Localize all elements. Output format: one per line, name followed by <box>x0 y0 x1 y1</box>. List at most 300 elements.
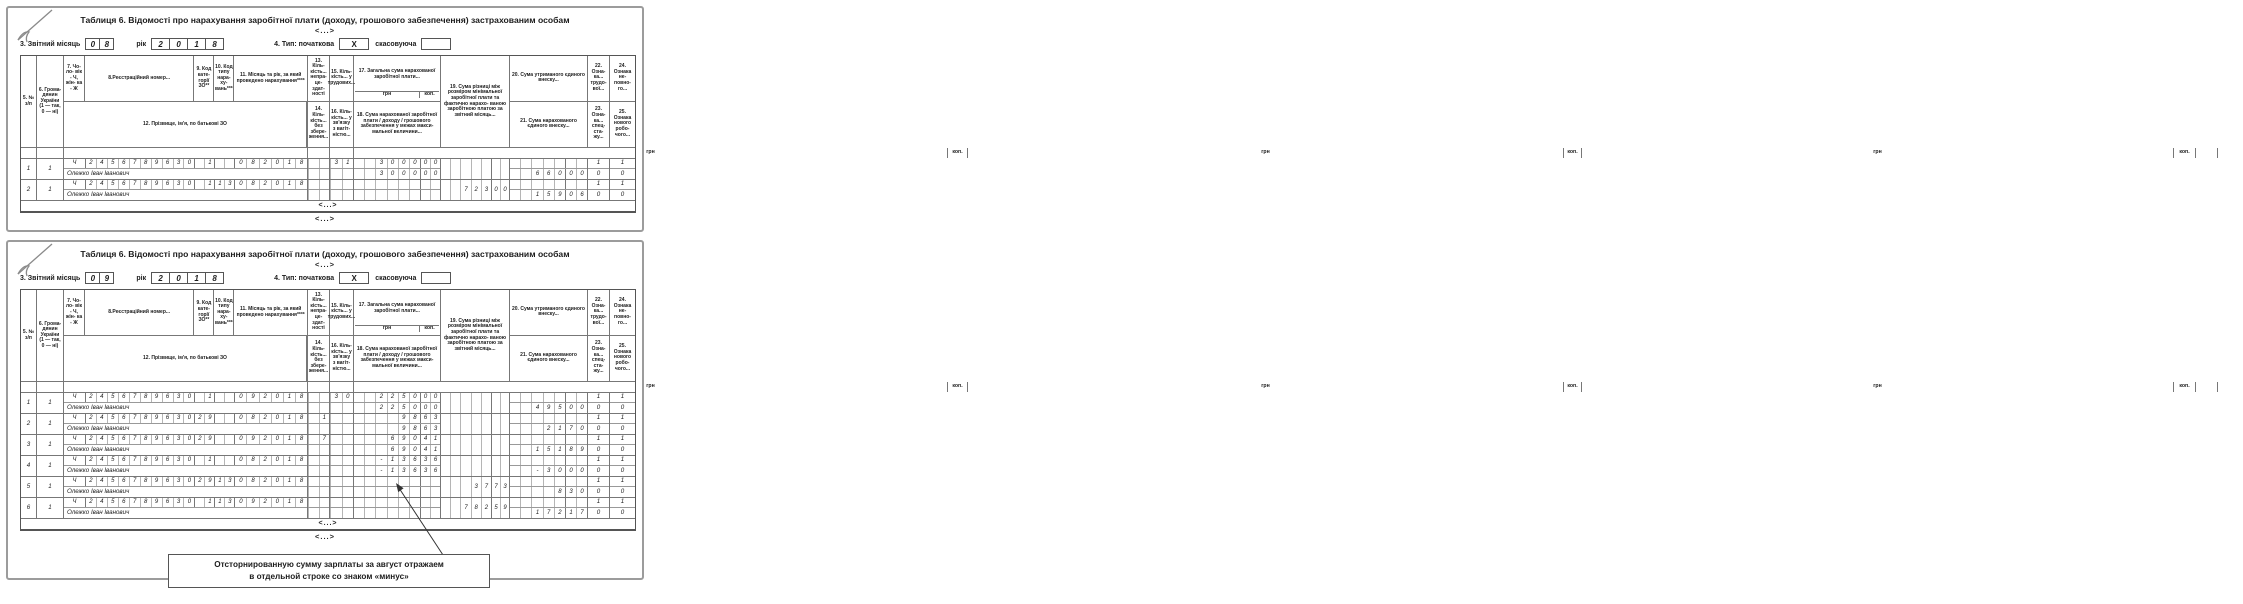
digit-box <box>543 159 554 168</box>
digit-box: 0 <box>409 445 420 455</box>
days-13 <box>308 180 329 190</box>
digit-box <box>354 414 364 423</box>
digit-box: 2 <box>89 394 93 401</box>
digit-box <box>460 456 470 476</box>
digit-box <box>319 477 330 486</box>
kop-boxes <box>420 393 440 402</box>
person-cell <box>64 456 308 476</box>
digit-box <box>387 180 398 189</box>
header-col-24: 24. Ознака не- повно- го... <box>610 56 635 102</box>
amount-20 <box>510 456 587 465</box>
amount-17 <box>354 456 440 465</box>
digit-box <box>330 445 342 455</box>
codes-subrow <box>64 498 307 508</box>
digit-box <box>460 414 470 434</box>
flag-23: 0 <box>596 445 601 453</box>
kop-boxes <box>420 445 440 455</box>
digit-box <box>195 498 204 507</box>
digit-box <box>319 393 330 402</box>
kop-label: коп. <box>1563 382 1581 392</box>
digit-box <box>520 403 531 413</box>
category-code-boxes <box>194 498 214 507</box>
digit-box: 7 <box>319 435 330 444</box>
digit-box: 1 <box>387 466 398 476</box>
digit-box <box>319 169 330 179</box>
header-cols-20-21 <box>510 56 588 147</box>
flag-cols-22-23 <box>588 159 610 179</box>
person-cell <box>64 477 308 497</box>
digit-box: 0 <box>239 436 243 443</box>
digit-box: 0 <box>183 159 194 168</box>
digit-box <box>510 445 520 455</box>
digit-box: 7 <box>576 508 587 518</box>
grn-boxes <box>354 435 420 444</box>
digit-box: 3 <box>173 180 184 189</box>
amount-cols-20-21 <box>510 477 588 497</box>
digit-box: 7 <box>129 456 140 465</box>
digit-box: 0 <box>183 456 194 465</box>
digit-box <box>531 414 542 423</box>
digit-box: Ч <box>72 415 77 422</box>
person-cell <box>64 159 308 179</box>
digit-box <box>308 498 319 507</box>
digit-box <box>375 414 386 423</box>
currency-units-row <box>21 148 2190 159</box>
digit-box <box>441 180 450 200</box>
digit-box: 1 <box>283 498 295 507</box>
header-col-20: 20. Сума утриманого єдиного внеску... <box>510 56 587 102</box>
flag-cols-22-23 <box>588 498 610 518</box>
flag-cols-24-25 <box>610 435 635 455</box>
digit-box: 9 <box>151 456 162 465</box>
digit-box: 8 <box>471 498 481 518</box>
days-cols-13-14 <box>308 435 330 455</box>
report-form-september <box>6 240 2190 580</box>
digit-box: 1 <box>204 393 214 402</box>
year-value <box>152 38 224 50</box>
amount-cols-17-18 <box>354 477 441 497</box>
grn-label: грн <box>1873 149 1882 156</box>
digit-box <box>354 487 364 497</box>
table-row <box>21 456 635 477</box>
ellipsis-marker: <...> <box>314 532 335 541</box>
days-cols-13-14 <box>308 414 330 434</box>
year-value <box>152 272 224 284</box>
digit-box: 3 <box>173 498 184 507</box>
digit-box <box>354 180 364 189</box>
amount-col-19 <box>441 180 510 200</box>
digit-box: 0 <box>430 393 440 402</box>
year-label: рік <box>136 274 147 282</box>
grn-boxes <box>510 393 565 402</box>
digit-box: 6 <box>531 169 542 179</box>
codes-subrow <box>64 180 307 190</box>
digit-box: 5 <box>107 456 118 465</box>
amount-cols-17-18 <box>354 498 441 518</box>
grn-boxes <box>354 190 420 200</box>
days-cols-15-16 <box>330 477 354 497</box>
digit-box <box>364 393 375 402</box>
grn-boxes <box>510 466 565 476</box>
digit-box <box>195 393 204 402</box>
digit-box: 0 <box>423 160 428 167</box>
person-name: Олежко Іван Іванович <box>67 169 130 177</box>
type-cancel-label: скасовуюча <box>375 40 417 48</box>
table-header <box>21 290 635 382</box>
digit-box: 5 <box>398 403 409 413</box>
days-cols-15-16 <box>330 180 354 200</box>
digit-box: 1 <box>319 414 330 423</box>
digit-box <box>398 487 409 497</box>
flag-25: 0 <box>620 445 625 453</box>
days-16 <box>330 466 353 476</box>
digit-box <box>430 508 440 518</box>
table-rows <box>21 159 635 201</box>
days-13 <box>308 456 329 466</box>
flag-23: 0 <box>596 403 601 411</box>
amount-17 <box>354 498 440 507</box>
digit-box: 2 <box>89 160 93 167</box>
row-number: 6 <box>21 498 37 518</box>
digit-box <box>520 393 531 402</box>
digit-box: 9 <box>151 393 162 402</box>
digit-box <box>195 456 204 465</box>
digit-box: 8 <box>295 498 307 507</box>
days-15 <box>330 393 353 403</box>
digit-box <box>409 180 420 189</box>
digit-box <box>510 487 520 497</box>
digit-box: 6 <box>543 169 554 179</box>
accrual-month-boxes <box>234 393 307 402</box>
digit-box <box>421 498 430 507</box>
flag-24: 1 <box>610 435 635 445</box>
grn-boxes <box>354 466 420 476</box>
table-header <box>21 56 635 148</box>
digit-box <box>319 424 330 434</box>
kop-boxes <box>491 414 509 434</box>
amount-21 <box>510 169 587 179</box>
ellipsis-marker: <...> <box>314 260 335 269</box>
digit-box: 8 <box>140 477 151 486</box>
flag-cols-22-23 <box>588 477 610 497</box>
digit-box: 3 <box>375 159 386 168</box>
digit-box: 3 <box>398 466 409 476</box>
digit-box <box>224 435 234 444</box>
digit-box: 4 <box>96 456 107 465</box>
digit-box <box>387 477 398 486</box>
annotation-line2: в отдельной строке со знаком «минус» <box>249 572 409 581</box>
digit-box <box>308 424 319 434</box>
header-col-18: 18. Сума нарахованої заробітної плати / доходу / грошового забезпечення у межах макси- мальної величини... <box>356 346 438 369</box>
digit-box: 1 <box>187 38 206 50</box>
payroll-table <box>20 55 2190 213</box>
digit-box <box>319 445 330 455</box>
digit-box: Ч <box>72 499 77 506</box>
days-13 <box>308 477 329 487</box>
digit-box <box>554 414 565 423</box>
kop-boxes <box>491 180 509 200</box>
digit-box <box>576 456 587 465</box>
flag-22: 1 <box>588 393 609 403</box>
digit-box <box>510 435 520 444</box>
header-col-20: 20. Сума утриманого єдиного внеску... <box>510 290 587 336</box>
days-14 <box>308 487 329 497</box>
digit-box <box>364 498 375 507</box>
digit-box: 8 <box>295 435 307 444</box>
flag-24: 1 <box>610 393 635 403</box>
kop-boxes <box>565 180 587 189</box>
header-col-16: 16. Кіль- кість... у зв'язку з вагіт- ністю... <box>331 109 352 138</box>
digit-box <box>481 435 491 455</box>
digit-box <box>492 414 500 434</box>
digit-box: 1 <box>218 181 222 188</box>
digit-box: 7 <box>129 477 140 486</box>
digit-box: 0 <box>576 487 587 497</box>
days-15 <box>330 435 353 445</box>
grn-label: грн <box>646 383 655 390</box>
flag-23: 0 <box>596 424 601 432</box>
digit-box: 6 <box>162 435 173 444</box>
digit-box <box>330 487 342 497</box>
digit-box <box>471 393 481 413</box>
digit-box: 6 <box>118 414 129 423</box>
annotation-note <box>168 554 490 588</box>
kop-boxes <box>565 466 587 476</box>
digit-box <box>354 169 364 179</box>
digit-box: 9 <box>99 272 114 284</box>
digit-box: 5 <box>107 414 118 423</box>
row-number: 3 <box>21 435 37 455</box>
amount-21 <box>510 445 587 455</box>
category-code-boxes <box>194 159 214 168</box>
digit-box <box>364 477 375 486</box>
digit-box: 0 <box>409 403 420 413</box>
digit-box <box>364 403 375 413</box>
header-col-21: 21. Сума нарахованого єдиного внеску... <box>520 117 577 130</box>
digit-box <box>319 466 330 476</box>
digit-box <box>364 180 375 189</box>
digit-box <box>430 487 440 497</box>
digit-box <box>430 190 440 200</box>
digit-box: 0 <box>183 414 194 423</box>
flag-24: 1 <box>610 180 635 190</box>
digit-box: 9 <box>151 477 162 486</box>
digit-box <box>387 498 398 507</box>
digit-box: Ч <box>72 457 77 464</box>
person-cell <box>64 414 308 434</box>
digit-box <box>421 38 451 50</box>
digit-box <box>566 414 576 423</box>
kop-boxes <box>565 435 587 444</box>
digit-box: 3 <box>173 477 184 486</box>
digit-box <box>354 435 364 444</box>
digit-box: 8 <box>140 456 151 465</box>
digit-box: 8 <box>554 487 565 497</box>
amount-17 <box>354 180 440 189</box>
flag-cols-24-25 <box>610 393 635 413</box>
digit-box <box>364 414 375 423</box>
digit-box: 8 <box>140 393 151 402</box>
digit-box: 0 <box>239 160 243 167</box>
digit-box: 3 <box>423 457 428 464</box>
days-14 <box>308 424 329 434</box>
amount-19 <box>441 393 509 413</box>
amount-cols-20-21 <box>510 498 588 518</box>
amount-21 <box>510 190 587 200</box>
digit-box <box>354 403 364 413</box>
digit-box <box>215 414 224 423</box>
digit-box: 6 <box>162 498 173 507</box>
digit-box <box>364 424 375 434</box>
kop-boxes <box>491 456 509 476</box>
header-col-17 <box>354 290 440 336</box>
digit-box <box>375 508 386 518</box>
table-ellipsis-row: <...> <box>21 201 635 212</box>
amount-cols-17-18 <box>354 180 441 200</box>
amount-cols-17-18 <box>354 159 441 179</box>
registration-number-boxes <box>85 498 195 507</box>
digit-box: 7 <box>460 498 470 518</box>
grn-boxes <box>510 435 565 444</box>
grn-boxes <box>354 414 420 423</box>
amount-cols-17-18 <box>354 456 441 476</box>
digit-box <box>224 414 234 423</box>
accrual-month-boxes <box>234 477 307 486</box>
amount-20 <box>510 414 587 423</box>
kop-label: коп. <box>2173 148 2195 158</box>
days-cols-15-16 <box>330 456 354 476</box>
digit-box: 6 <box>118 393 129 402</box>
category-code-boxes <box>194 477 214 486</box>
accrual-month-boxes <box>234 180 307 189</box>
digit-box: 7 <box>494 483 498 490</box>
amount-col-19 <box>441 159 510 179</box>
digit-box <box>450 435 460 455</box>
digit-box: 5 <box>107 180 118 189</box>
digit-box <box>308 403 319 413</box>
days-cols-13-14 <box>308 180 330 200</box>
kop-boxes <box>565 477 587 486</box>
grn-boxes <box>354 445 420 455</box>
digit-box <box>398 508 409 518</box>
digit-box <box>354 159 364 168</box>
digit-box: 2 <box>259 159 271 168</box>
amount-cols-20-21 <box>510 393 588 413</box>
digit-box <box>510 403 520 413</box>
table-ellipsis-row: <...> <box>21 519 635 530</box>
header-cols-13-14 <box>308 56 330 147</box>
digit-box <box>354 393 364 402</box>
flag-25: 0 <box>620 190 625 198</box>
digit-box: 9 <box>151 180 162 189</box>
digit-box: 8 <box>140 414 151 423</box>
days-15 <box>330 477 353 487</box>
header-col-8: 8.Реєстраційний номер... <box>85 290 195 335</box>
digit-box <box>471 159 481 179</box>
digit-box <box>510 424 520 434</box>
grn-boxes <box>441 435 491 455</box>
days-13 <box>308 498 329 508</box>
header-person-block <box>64 290 308 381</box>
digit-box: 1 <box>531 508 542 518</box>
digit-box <box>364 466 375 476</box>
digit-box <box>375 424 386 434</box>
digit-box: 2 <box>259 393 271 402</box>
grn-boxes <box>354 403 420 413</box>
kop-boxes <box>420 180 440 189</box>
digit-box: 6 <box>430 466 440 476</box>
digit-box: 6 <box>118 498 129 507</box>
digit-box <box>576 435 587 444</box>
digit-box: 1 <box>342 159 354 168</box>
digit-box: 8 <box>295 180 307 189</box>
digit-box: 6 <box>118 435 129 444</box>
digit-box <box>308 456 319 465</box>
digit-box <box>398 180 409 189</box>
digit-box: 7 <box>129 159 140 168</box>
digit-box: 8 <box>246 477 258 486</box>
digit-box: 3 <box>173 393 184 402</box>
kop-boxes <box>491 498 509 518</box>
digit-box <box>554 435 565 444</box>
accrual-type-code-boxes <box>214 456 234 465</box>
amount-col-19 <box>441 456 510 476</box>
digit-box <box>330 414 342 423</box>
digit-box: 3 <box>430 424 440 434</box>
digit-box: 9 <box>398 424 409 434</box>
digit-box <box>375 477 386 486</box>
kop-boxes <box>565 445 587 455</box>
digit-box: 3 <box>224 498 234 507</box>
digit-box <box>364 169 375 179</box>
digit-box <box>510 180 520 189</box>
digit-box: 0 <box>409 169 420 179</box>
grn-boxes <box>354 498 420 507</box>
days-14 <box>308 190 329 200</box>
kop-boxes <box>565 508 587 518</box>
amount-cols-20-21 <box>510 180 588 200</box>
digit-box <box>342 466 354 476</box>
accrual-type-code-boxes <box>214 477 234 486</box>
digit-box: 7 <box>129 414 140 423</box>
sex-box <box>64 414 85 423</box>
digit-box: 8 <box>295 393 307 402</box>
flag-23: 0 <box>596 169 601 177</box>
header-cols-22-23 <box>588 56 610 147</box>
flag-25: 0 <box>620 487 625 495</box>
digit-box <box>387 414 398 423</box>
digit-box: 1 <box>283 414 295 423</box>
digit-box: 8 <box>295 456 307 465</box>
digit-box: 0 <box>271 393 283 402</box>
digit-box: 9 <box>398 445 409 455</box>
digit-box: 6 <box>387 435 398 444</box>
digit-box: 1 <box>204 180 214 189</box>
digit-box <box>520 424 531 434</box>
header-cols-13-14 <box>308 290 330 381</box>
kop-boxes <box>491 393 509 413</box>
digit-box <box>387 487 398 497</box>
annotation-line1: Отсторнированную сумму зарплаты за август отражаем <box>214 560 444 570</box>
digit-box: 3 <box>500 477 509 497</box>
kop-boxes <box>565 456 587 465</box>
header-person-block <box>64 56 308 147</box>
digit-box <box>543 435 554 444</box>
flag-25: 0 <box>620 403 625 411</box>
kop-boxes <box>565 414 587 423</box>
digit-box: 9 <box>151 435 162 444</box>
digit-box <box>481 414 491 434</box>
